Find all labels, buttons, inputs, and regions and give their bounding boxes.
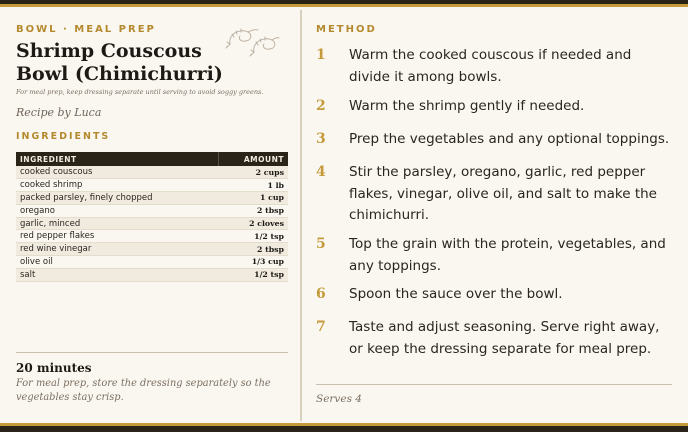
ingredient-amount: 2 tbsp: [218, 204, 288, 217]
total-time: 20 minutes: [16, 361, 92, 375]
step-text: Stir the parsley, oregano, garlic, red pepper flakes, vinegar, olive oil, and salt to make the chimichurri.: [349, 164, 657, 223]
ingredient-name: olive oil: [16, 256, 218, 269]
footer-divider-right: [316, 384, 672, 385]
category-kicker: BOWL · MEAL PREP: [16, 24, 156, 35]
step-text: Spoon the sauce over the bowl.: [349, 286, 563, 302]
table-header-row: [16, 152, 288, 166]
top-band: [0, 0, 688, 7]
ingredient-name: packed parsley, finely chopped: [16, 192, 218, 205]
recipe-author: Recipe by Luca: [16, 106, 102, 119]
step-number: 1: [316, 47, 326, 63]
step-number: 6: [316, 286, 326, 302]
table-row: [16, 243, 288, 256]
ingredient-amount: 2 cups: [218, 166, 288, 179]
ingredient-name: garlic, minced: [16, 217, 218, 230]
step-text: Taste and adjust seasoning. Serve right away, or keep the dressing separate for meal prep.: [349, 319, 660, 357]
table-row: [16, 230, 288, 243]
ingredient-name: salt: [16, 268, 218, 281]
step-text: Warm the shrimp gently if needed.: [349, 98, 585, 114]
ingredient-amount: 1/2 tsp: [218, 230, 288, 243]
ingredient-amount: 1 cup: [218, 192, 288, 205]
table-row: [16, 204, 288, 217]
ingredient-name: cooked couscous: [16, 166, 218, 179]
table-row: [16, 268, 288, 281]
table-row: [16, 166, 288, 179]
ingredient-amount: 1 lb: [218, 179, 288, 192]
footer-divider-left: [16, 352, 288, 353]
col-amount: AMOUNT: [218, 152, 288, 166]
table-row: [16, 192, 288, 205]
step-number: 3: [316, 131, 326, 147]
ingredients-heading: INGREDIENTS: [16, 131, 111, 142]
time-note: For meal prep, store the dressing separately so the vegetables stay crisp.: [16, 378, 271, 403]
ingredients-table: [16, 152, 288, 282]
shrimp-icon: [224, 24, 280, 58]
recipe-subtitle: For meal prep, keep dressing separate until serving to avoid soggy greens.: [16, 88, 264, 96]
ingredient-amount: 2 cloves: [218, 217, 288, 230]
method-heading: METHOD: [316, 24, 377, 35]
ingredient-amount: 1/2 tsp: [218, 268, 288, 281]
ingredient-name: oregano: [16, 204, 218, 217]
ingredient-amount: 1/3 cup: [218, 256, 288, 269]
bottom-band: [0, 423, 688, 432]
table-row: [16, 179, 288, 192]
step-number: 7: [316, 319, 326, 335]
serves-count: Serves 4: [316, 393, 362, 405]
step-number: 2: [316, 98, 326, 114]
step-text: Prep the vegetables and any optional toppings.: [349, 131, 670, 147]
step-text: Warm the cooked couscous if needed and divide it among bowls.: [349, 47, 632, 85]
ingredient-name: red pepper flakes: [16, 230, 218, 243]
table-row: [16, 217, 288, 230]
column-divider: [300, 10, 302, 421]
ingredient-name: red wine vinegar: [16, 243, 218, 256]
table-row: [16, 256, 288, 269]
recipe-title: Shrimp Couscous Bowl (Chimichurri): [16, 40, 223, 85]
col-ingredient: INGREDIENT: [16, 152, 218, 166]
step-number: 4: [316, 164, 326, 180]
ingredient-amount: 2 tbsp: [218, 243, 288, 256]
step-number: 5: [316, 236, 326, 252]
step-text: Top the grain with the protein, vegetables, and any toppings.: [349, 236, 666, 274]
ingredient-name: cooked shrimp: [16, 179, 218, 192]
